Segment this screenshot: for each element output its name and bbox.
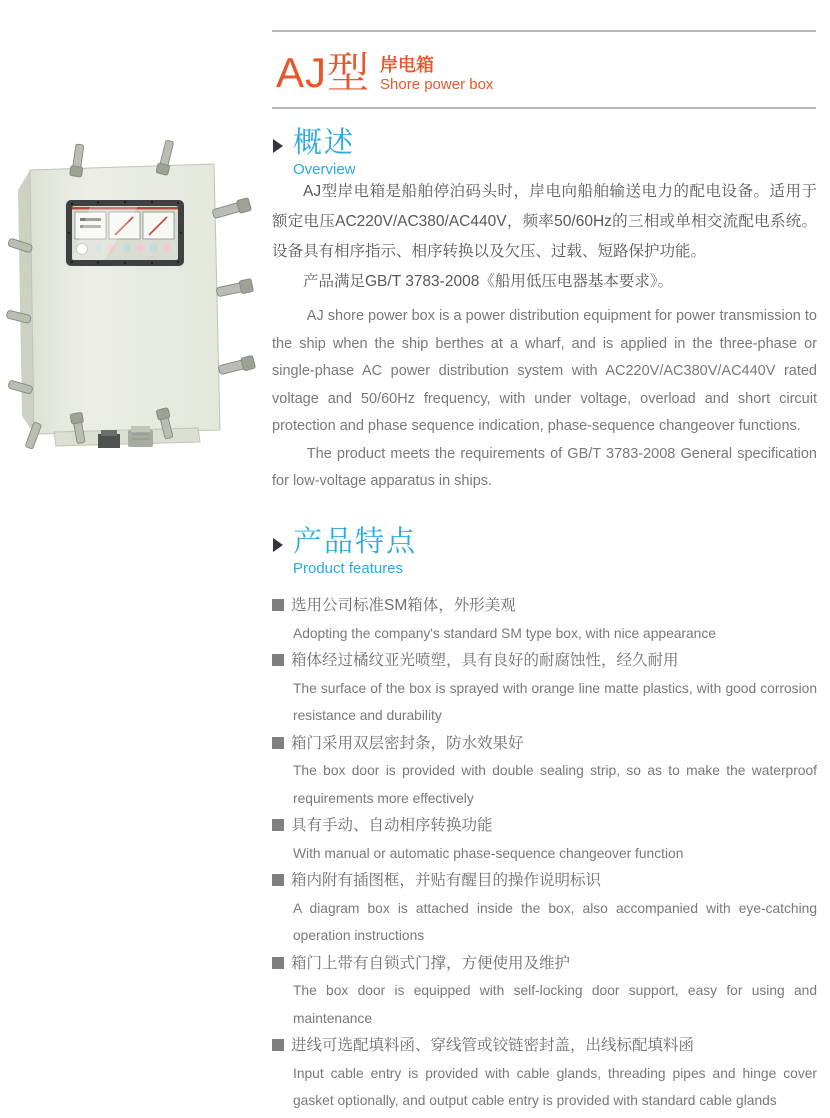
- feature-title-cn: [272, 730, 817, 758]
- square-bullet-icon: [272, 737, 284, 749]
- feature-title-cn: [272, 867, 817, 895]
- section-arrow-icon: [273, 538, 283, 552]
- feature-title-text: 具有手动、自动相序转换功能: [291, 817, 493, 834]
- features-heading-cn: 产品特点: [293, 526, 418, 558]
- feature-title-cn: [272, 647, 817, 675]
- section-overview-header: [272, 128, 817, 179]
- feature-item: [272, 867, 817, 950]
- feature-item: [272, 950, 817, 1033]
- feature-title-text: 箱内附有插图框，并贴有醒目的操作说明标识: [291, 872, 602, 889]
- square-bullet-icon: [272, 654, 284, 666]
- feature-desc-en: The box door is provided with double sealing strip, so as to make the waterproof requirements more effectively: [293, 763, 817, 806]
- overview-heading-cn: 概述: [293, 127, 356, 159]
- features-heading-en: Product features: [293, 559, 404, 577]
- square-bullet-icon: [272, 874, 284, 886]
- overview-heading-en: Overview: [293, 160, 356, 178]
- square-bullet-icon: [272, 1039, 284, 1051]
- feature-desc-en: The box door is equipped with self-locking door support, easy for using and maintenance: [293, 983, 817, 1026]
- square-bullet-icon: [272, 819, 284, 831]
- features-list: [272, 592, 817, 1115]
- feature-desc-en: The surface of the box is sprayed with orange line matte plastics, with good corrosion resistance and durability: [293, 680, 817, 723]
- feature-title-text: 进线可选配填料函、穿线管或铰链密封盖，出线标配填料函: [291, 1037, 695, 1054]
- feature-title-cn: [272, 592, 817, 620]
- feature-item: [272, 647, 817, 730]
- overview-paragraphs-en: [272, 303, 817, 496]
- product-subtitle-cn: 岸电箱: [380, 55, 435, 75]
- feature-title-cn: [272, 950, 817, 978]
- section-features-header: [272, 527, 817, 578]
- overview-paragraph-en-2: The product meets the requirements of GB/T 3783-2008 General specification for low-voltage apparatus in ships.: [272, 445, 817, 489]
- overview-paragraph-cn-1: AJ型岸电箱是船舶停泊码头时，岸电向船舶输送电力的配电设备。适用于额定电压AC220V/AC380/AC440V，频率50/60Hz的三相或单相交流配电系统。设备具有相序指示、相序转换以及欠压、过载、短路保护功能。: [272, 183, 817, 260]
- feature-item: [272, 730, 817, 813]
- product-model-title: AJ型: [276, 49, 371, 96]
- square-bullet-icon: [272, 599, 284, 611]
- feature-title-text: 箱门采用双层密封条，防水效果好: [291, 734, 524, 752]
- product-subtitle: [380, 55, 493, 94]
- overview-paragraphs-cn: [272, 177, 817, 297]
- header-rule-bottom: [272, 107, 816, 109]
- feature-title-cn: [272, 1032, 817, 1060]
- feature-desc-en: With manual or automatic phase-sequence changeover function: [293, 845, 684, 861]
- header-rule-top: [272, 30, 816, 32]
- feature-item: [272, 592, 817, 647]
- feature-desc-en: Input cable entry is provided with cable glands, threading pipes and hinge cover gasket optionally, and output cable entry is provided with standard cable glands: [293, 1065, 817, 1108]
- meter-window: [66, 200, 184, 266]
- feature-item: [272, 812, 817, 867]
- product-photo: [6, 138, 258, 450]
- square-bullet-icon: [272, 957, 284, 969]
- feature-title-text: 箱门上带有自锁式门撑，方便使用及维护: [291, 954, 571, 972]
- overview-paragraph-en-1: AJ shore power box is a power distribution equipment for power transmission to the ship when the ship berthes at a wharf, and is applied in the three-phase or single-phase AC power distribution system with AC220V/AC380V/AC440V rated voltage and 50/60Hz frequency, with under voltage, overload and short circuit protection and phase sequence indication, phase-sequence changeover functions.: [272, 308, 817, 434]
- overview-paragraph-cn-2: 产品满足GB/T 3783-2008《船用低压电器基本要求》。: [303, 273, 674, 290]
- feature-desc-en: A diagram box is attached inside the box, also accompanied with eye-catching operation instructions: [293, 900, 817, 943]
- feature-title-text: 箱体经过橘纹亚光喷塑，具有良好的耐腐蚀性，经久耐用: [291, 652, 679, 669]
- feature-item: [272, 1032, 817, 1115]
- page-header: [276, 50, 493, 96]
- feature-title-text: 选用公司标准SM箱体，外形美观: [291, 597, 516, 614]
- feature-desc-en: Adopting the company's standard SM type box, with nice appearance: [293, 625, 716, 641]
- section-arrow-icon: [273, 139, 283, 153]
- feature-title-cn: [272, 812, 817, 840]
- product-subtitle-en: Shore power box: [380, 75, 494, 93]
